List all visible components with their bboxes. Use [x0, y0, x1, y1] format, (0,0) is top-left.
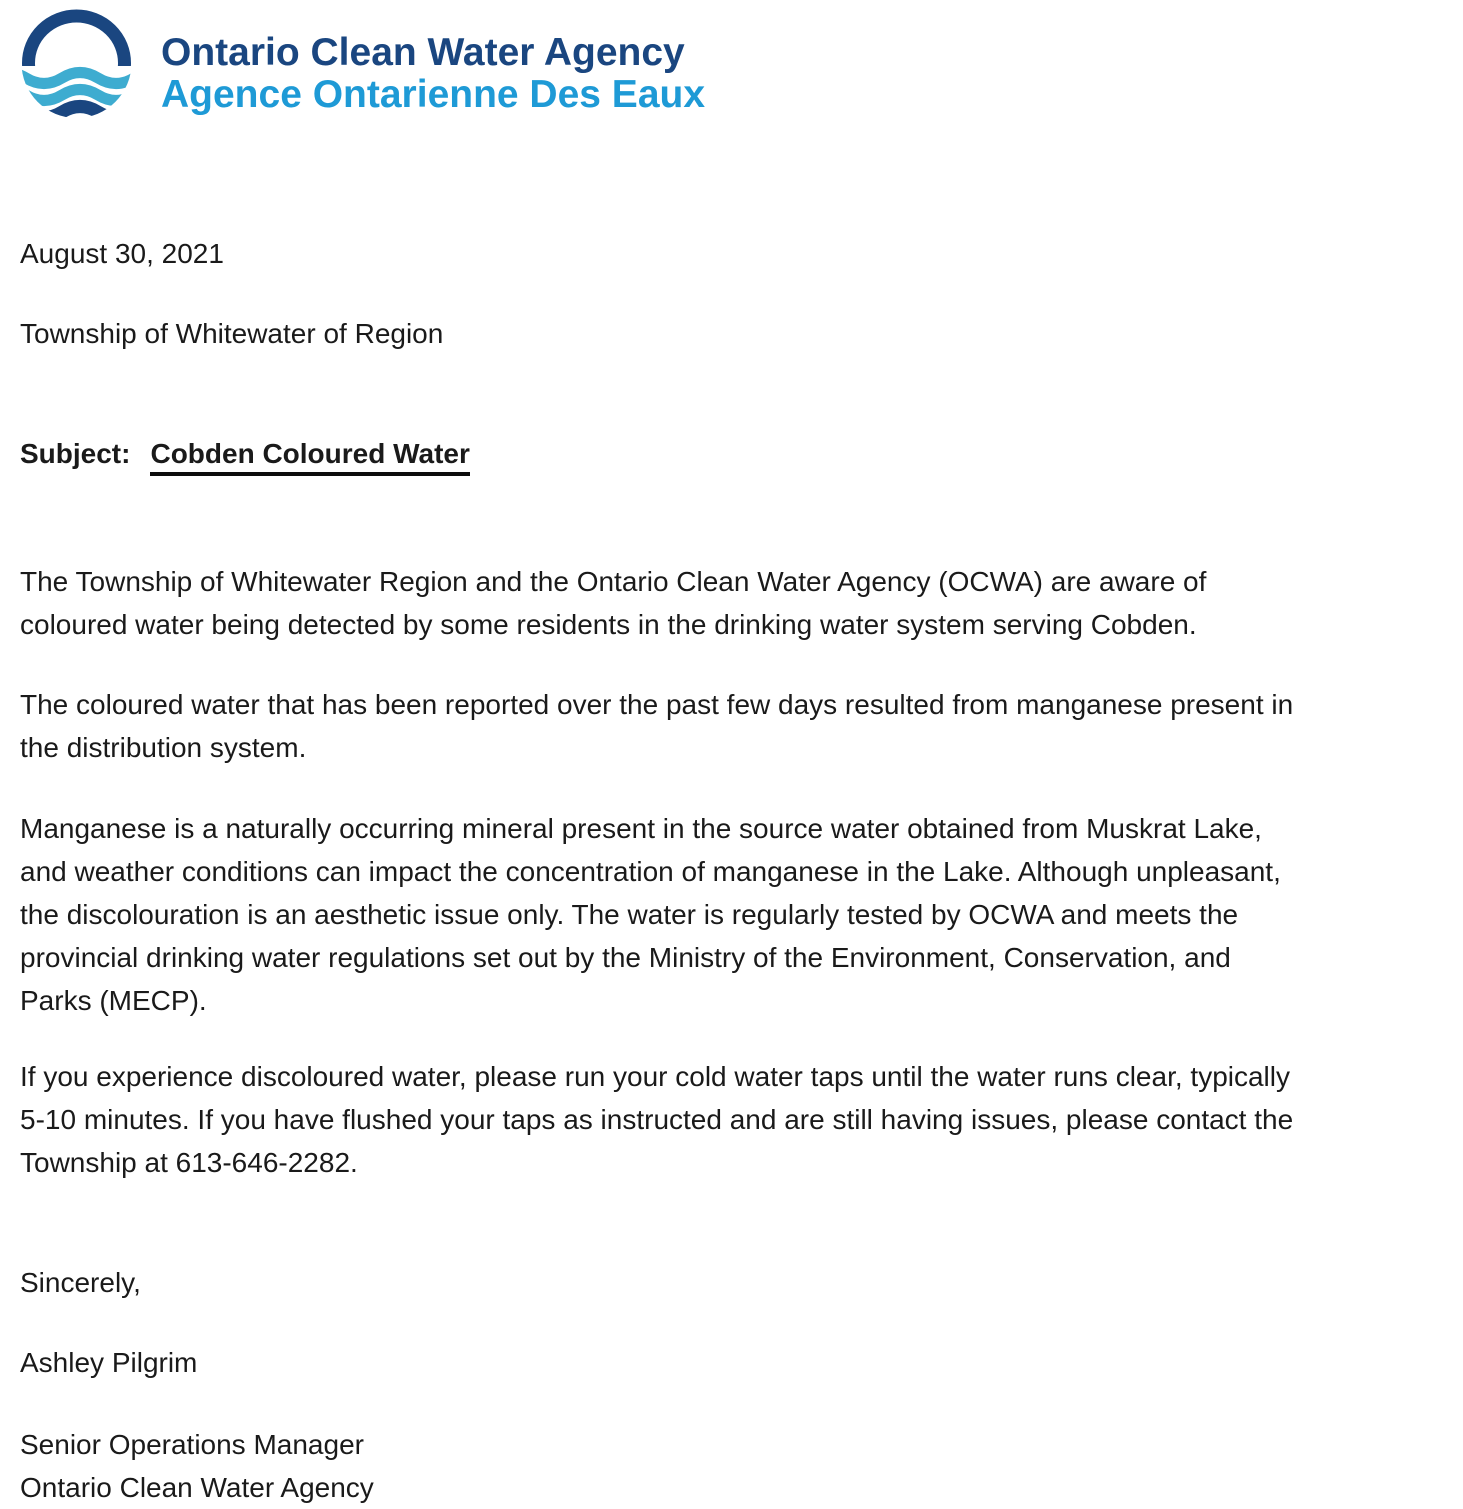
text-line: the discolouration is an aesthetic issue only. The water is regularly tested by OCWA and meets the	[20, 899, 1239, 930]
signature-name: Ashley Pilgrim	[20, 1347, 198, 1378]
signature-org: Ontario Clean Water Agency	[20, 1472, 374, 1503]
org-name-english: Ontario Clean Water Agency	[161, 31, 685, 74]
text-line: The coloured water that has been reported over the past few days resulted from manganese present in	[20, 689, 1294, 720]
paragraph-awareness	[20, 560, 1438, 646]
logo-wordmark	[161, 12, 705, 116]
ocwa-water-logo-icon	[20, 8, 133, 120]
paragraph-instructions	[20, 1055, 1438, 1184]
logo-wave-1	[20, 73, 133, 84]
letterhead	[20, 8, 1438, 120]
text-line: coloured water being detected by some residents in the drinking water system serving Cobden.	[20, 609, 1197, 640]
subject-line	[20, 432, 1438, 476]
text-line: The Township of Whitewater Region and the Ontario Clean Water Agency (OCWA) are aware of	[20, 566, 1207, 597]
letter-recipient: Township of Whitewater of Region	[20, 318, 444, 349]
paragraph-manganese-info	[20, 807, 1438, 1022]
text-line: Parks (MECP).	[20, 985, 207, 1016]
closing-salutation: Sincerely,	[20, 1267, 141, 1298]
subject-label: Subject:	[20, 438, 131, 469]
subject-text: Cobden Coloured Water	[150, 437, 469, 476]
logo-wave-2	[20, 90, 133, 101]
org-name-french: Agence Ontarienne Des Eaux	[161, 73, 706, 116]
text-line: and weather conditions can impact the concentration of manganese in the Lake. Although unpleasant,	[20, 856, 1281, 887]
text-line: Manganese is a naturally occurring mineral present in the source water obtained from Muskrat Lake,	[20, 813, 1262, 844]
signature-block	[20, 1423, 1438, 1509]
text-line: 5-10 minutes. If you have flushed your taps as instructed and are still having issues, please contact the	[20, 1104, 1294, 1135]
text-line: Township at 613-646-2282.	[20, 1147, 358, 1178]
text-line: the distribution system.	[20, 732, 307, 763]
paragraph-cause	[20, 683, 1438, 769]
letter-body	[20, 232, 1438, 1509]
text-line: If you experience discoloured water, please run your cold water taps until the water runs clear, typically	[20, 1061, 1290, 1092]
logo-wave-3	[20, 107, 133, 118]
letter-date: August 30, 2021	[20, 238, 224, 269]
text-line: provincial drinking water regulations set out by the Ministry of the Environment, Conservation, and	[20, 942, 1231, 973]
signature-title: Senior Operations Manager	[20, 1429, 364, 1460]
